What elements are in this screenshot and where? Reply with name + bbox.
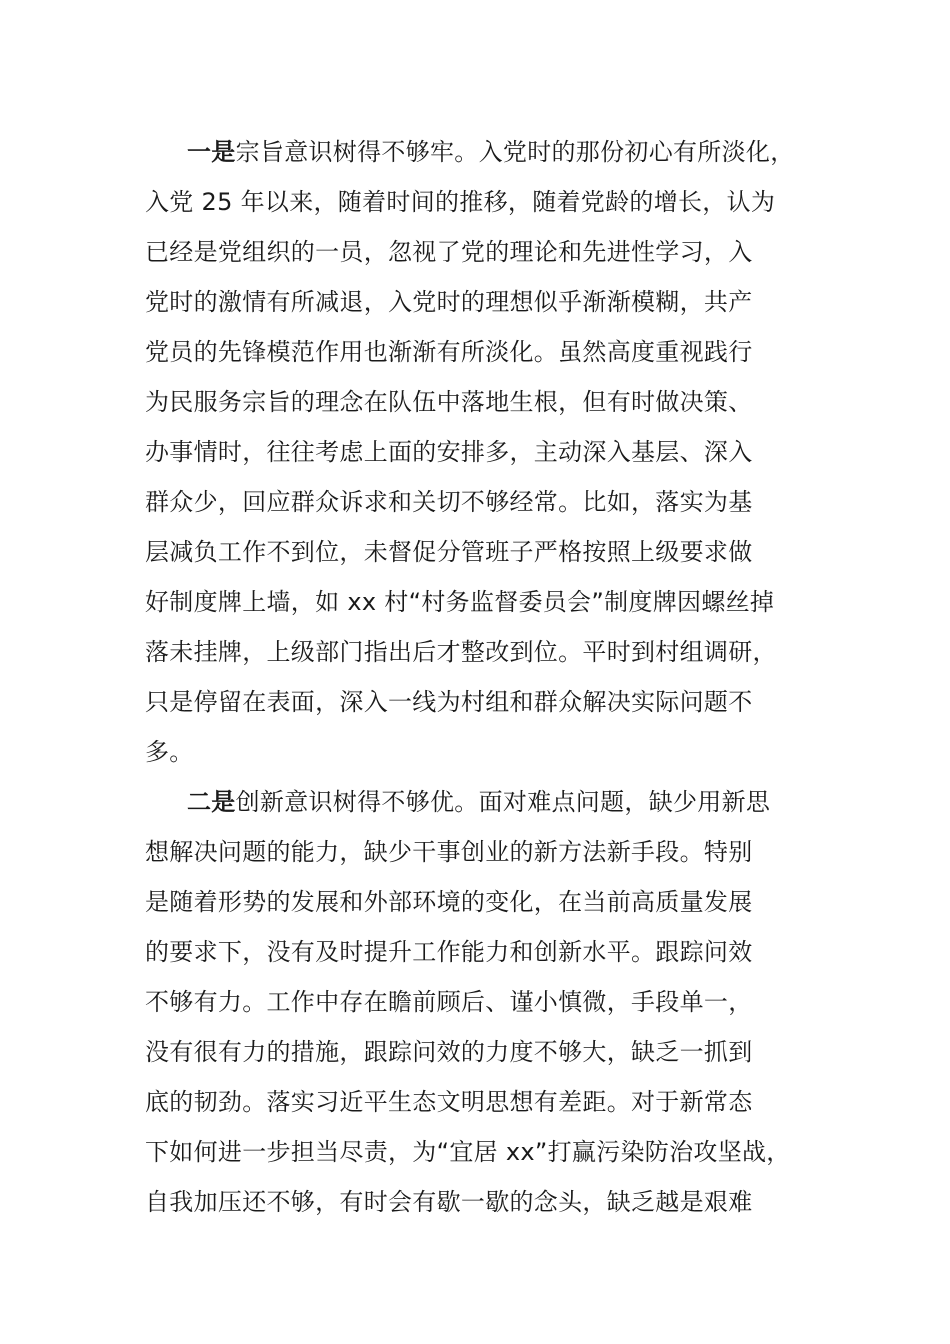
paragraph-line: 不够有力。工作中存在瞻前顾后、谨小慎微，手段单一， [145,988,753,1016]
paragraph-line [145,127,815,177]
paragraph-line: 自我加压还不够，有时会有歇一歇的念头，缺乏越是艰难 [145,1188,753,1216]
paragraph-line: 层减负工作不到位，未督促分管班子严格按照上级要求做 [145,538,753,566]
paragraph-line: 的要求下，没有及时提升工作能力和创新水平。跟踪问效 [145,938,753,966]
paragraph-line: 落未挂牌，上级部门指出后才整改到位。平时到村组调研， [145,638,777,666]
paragraph-line [145,777,815,827]
paragraph-line: 多。 [145,738,194,766]
paragraph-line: 没有很有力的措施，跟踪问效的力度不够大，缺乏一抓到 [145,1038,753,1066]
paragraph-line: 为民服务宗旨的理念在队伍中落地生根，但有时做决策、 [145,388,753,416]
paragraph-1 [145,127,815,777]
line-text: 创新意识树得不够优。面对难点问题，缺少用新思 [235,788,771,816]
document-body [145,127,815,1227]
paragraph-line: 下如何进一步担当尽责，为“宜居 xx”打赢污染防治攻坚战， [145,1138,791,1166]
paragraph-line: 想解决问题的能力，缺少干事创业的新方法新手段。特别 [145,838,753,866]
paragraph-line: 底的韧劲。落实习近平生态文明思想有差距。对于新常态 [145,1088,753,1116]
paragraph-line: 群众少，回应群众诉求和关切不够经常。比如，落实为基 [145,488,753,516]
paragraph-line: 党员的先锋模范作用也渐渐有所淡化。虽然高度重视践行 [145,338,753,366]
paragraph-line: 好制度牌上墙，如 xx 村“村务监督委员会”制度牌因螺丝掉 [145,588,775,616]
paragraph-line: 党时的激情有所减退，入党时的理想似乎渐渐模糊，共产 [145,288,753,316]
paragraph-line: 入党 25 年以来，随着时间的推移，随着党龄的增长，认为 [145,188,776,216]
paragraph-line: 只是停留在表面，深入一线为村组和群众解决实际问题不 [145,688,753,716]
paragraph-2 [145,777,815,1227]
paragraph-line: 已经是党组织的一员，忽视了党的理论和先进性学习，入 [145,238,753,266]
paragraph-line: 是随着形势的发展和外部环境的变化，在当前高质量发展 [145,888,753,916]
line-text: 宗旨意识树得不够牢。入党时的那份初心有所淡化， [235,138,795,166]
paragraph-line: 办事情时，往往考虑上面的安排多，主动深入基层、深入 [145,438,753,466]
paragraph-lead: 二是 [187,788,236,816]
paragraph-lead: 一是 [187,138,236,166]
